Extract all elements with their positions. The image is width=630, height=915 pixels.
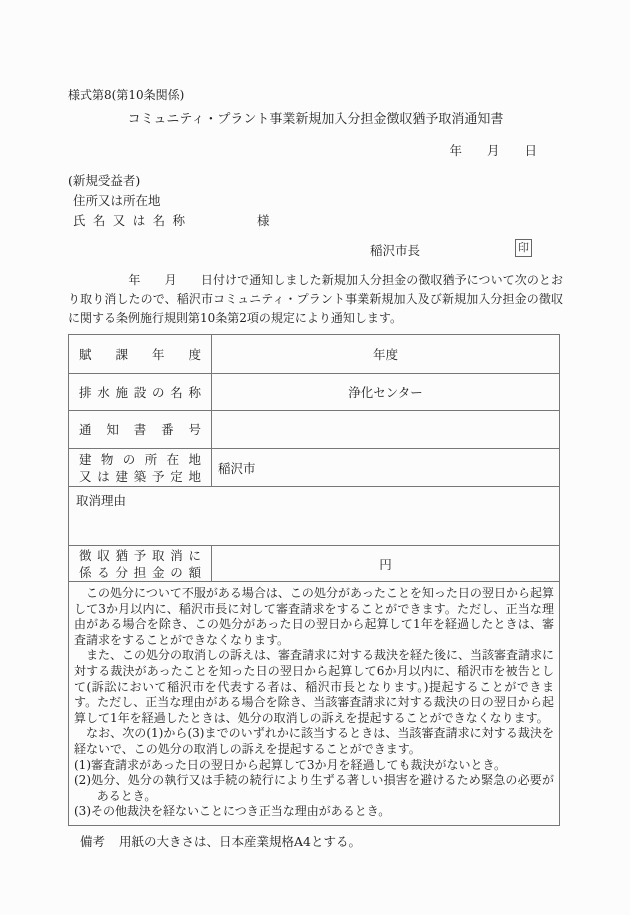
issuer-name: 稲沢市長 — [370, 243, 421, 258]
recipient-name-line — [68, 213, 563, 228]
notification-paragraph: 年 月 日付けで通知しました新規加入分担金の徴収猶予について次のとおり取り消したので、稲沢市コミュニティ・プラント事業新規加入及び新規加入分担金の徴収に関する条例施行規則第10条第2項の規定により通知します。 — [68, 273, 563, 325]
recipient-name-label: 氏名又は名称 — [73, 213, 185, 228]
table-row-cancellation-reason — [69, 487, 560, 546]
table-row-notice-number — [69, 411, 560, 449]
recipient-heading: (新規受益者) — [68, 173, 141, 188]
honorific-sama: 様 — [257, 213, 270, 228]
facility-name-label-cell — [69, 374, 212, 411]
notice-number-value — [212, 411, 560, 449]
fiscal-year-label: 賦課年度 — [79, 346, 201, 362]
issuer-line — [68, 239, 563, 257]
document-title: コミュニティ・プラント事業新規加入分担金徴収猶予取消通知書 — [127, 112, 504, 127]
remarks-label: 備考 — [80, 833, 106, 849]
cancellation-reason-cell — [69, 487, 560, 546]
remarks-line — [68, 834, 563, 850]
deferred-amount-value: 円 — [212, 546, 560, 582]
building-location-value: 稲沢市 — [212, 449, 560, 487]
facility-name-value: 浄化センター — [212, 374, 560, 411]
building-location-label-line2: 又は建築予定地 — [79, 468, 201, 484]
appeal-notes-cell — [69, 582, 560, 826]
appeal-note-item-2: (2)処分、処分の執行又は手続の続行により生ずる著しい損害を避けるため緊急の必要があるとき。 — [74, 773, 554, 803]
remarks-text: 用紙の大きさは、日本産業規格A4とする。 — [119, 833, 361, 849]
issue-date-line: 年 月 日 — [449, 143, 537, 158]
fiscal-year-value: 年度 — [212, 335, 560, 374]
notice-table — [68, 334, 560, 826]
cancellation-reason-label: 取消理由 — [76, 493, 127, 508]
fiscal-year-label-cell — [69, 335, 212, 374]
table-row-facility-name — [69, 374, 560, 411]
notice-number-label: 通知書番号 — [79, 422, 201, 437]
recipient-address-label: 住所又は所在地 — [73, 193, 161, 208]
appeal-note-item-3: (3)その他裁決を経ないことにつき正当な理由があるとき。 — [74, 804, 391, 819]
deferred-amount-label-line2: 係る分担金の額 — [79, 564, 201, 580]
seal-mark: 印 — [515, 239, 532, 257]
table-row-deferred-amount — [69, 546, 560, 582]
facility-name-label: 排水施設の名称 — [79, 384, 201, 400]
appeal-note-paragraph-3: なお、次の(1)から(3)までのいずれかに該当するときは、当該審査請求に対する裁決を経ないで、この処分の取消しの訴えを提起することができます。 — [74, 726, 554, 756]
notice-number-label-cell — [69, 411, 212, 449]
building-location-label-cell — [69, 449, 212, 487]
appeal-note-item-1: (1)審査請求があった日の翌日から起算して3か月を経過しても裁決がないとき。 — [74, 757, 507, 772]
table-row-fiscal-year — [69, 335, 560, 374]
building-location-label-line1: 建物の所在地 — [79, 451, 201, 467]
appeal-note-paragraph-2: また、この処分の取消しの訴えは、審査請求に対する裁決を経た後に、当該審査請求に対する裁決があったことを知った日の翌日から起算して6か月以内に、稲沢市を被告として(訴訟において稲沢市を代表する者は、稲沢市長となります。)提起することができます。ただし、正当な理由がある場合を除き、当該審査請求に対する裁決の日の翌日から起算して1年を経過したときは、処分の取消しの訴えを提起することができなくなります。 — [74, 648, 555, 725]
appeal-note-paragraph-1: この処分について不服がある場合は、この処分があったことを知った日の翌日から起算して3か月以内に、稲沢市長に対して審査請求をすることができます。ただし、正当な理由がある場合を除き、この処分があった日の翌日から起算して1年を経過したときは、審査請求をすることができなくなります。 — [74, 586, 554, 647]
form-number: 様式第8(第10条関係) — [68, 88, 185, 102]
table-row-building-location — [69, 449, 560, 487]
table-row-appeal-notes — [69, 582, 560, 826]
deferred-amount-label-cell — [69, 546, 212, 582]
deferred-amount-label-line1: 徴収猶予取消に — [79, 547, 201, 563]
